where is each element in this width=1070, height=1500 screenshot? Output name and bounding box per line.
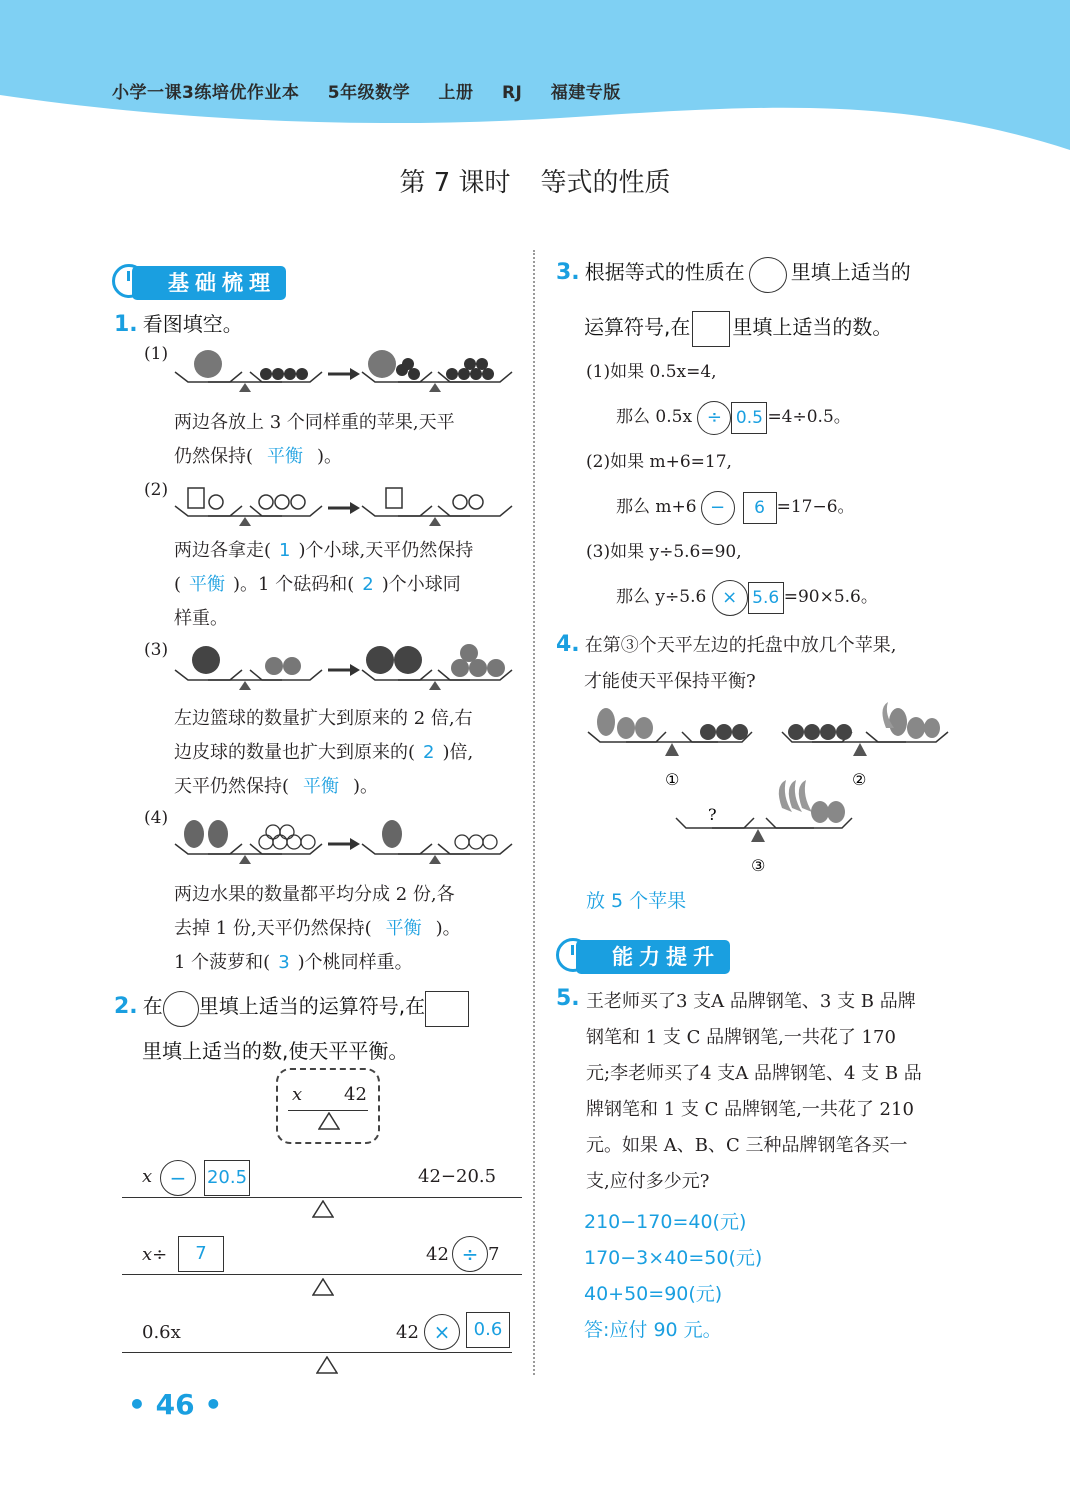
text-line: [174, 736, 473, 770]
pineapple-icon: [184, 820, 402, 848]
question-text: [586, 984, 966, 1200]
question-2-heading: [114, 988, 469, 1069]
text: 仍然保持(: [174, 446, 254, 467]
text-line: 支,应付多少元?: [586, 1171, 710, 1192]
section-title: 基础梳理: [132, 266, 286, 300]
apple-icon: [700, 724, 852, 740]
banana-icon: [779, 702, 894, 812]
text: )个小球,天平仍然保持: [298, 540, 474, 561]
operator-circle: ÷: [452, 1236, 488, 1272]
row-left: x÷: [142, 1244, 168, 1265]
operator-circle: −: [160, 1160, 196, 1196]
text: =17−6。: [776, 497, 855, 517]
fulcrum-icon: [318, 1112, 340, 1130]
text-line: 元。如果 A、B、C 三种品牌钢笔各买一: [586, 1135, 908, 1156]
beam: [122, 1352, 512, 1353]
row-left: x: [142, 1166, 153, 1187]
grade: 5年级数学: [327, 83, 411, 103]
number-box: 7: [178, 1236, 224, 1272]
text-line: [174, 534, 473, 568]
answer: 平衡: [189, 574, 226, 595]
equation-card: [276, 1068, 380, 1144]
card-right: 42: [344, 1084, 367, 1105]
balance-row-3: [122, 1312, 522, 1378]
text: =90×5.6。: [783, 587, 878, 607]
part-condition: (3)如果 y÷5.6=90,: [586, 542, 742, 562]
text-line: 钢笔和 1 支 C 品牌钢笔,一共花了 170: [586, 1027, 896, 1048]
text: 运算符号,在: [584, 314, 691, 339]
text-line: 才能使天平保持平衡?: [584, 671, 756, 692]
lesson-topic: 等式的性质: [540, 168, 671, 198]
edition: RJ: [501, 83, 523, 103]
text: 去掉 1 份,天平仍然保持(: [174, 918, 372, 939]
question-mark: ?: [708, 805, 717, 824]
part-condition: (2)如果 m+6=17,: [586, 452, 732, 472]
weight-icon: [188, 488, 204, 508]
card-left: x: [292, 1084, 303, 1105]
text: )。: [317, 446, 343, 467]
lesson-number: 第 7 课时: [399, 168, 511, 198]
text-line: [174, 440, 455, 474]
text: 里填上适当的: [790, 260, 911, 284]
blank-circle: [749, 257, 787, 293]
number-box: 6: [743, 492, 777, 524]
q1-part2-text: [174, 534, 473, 636]
section-badge-advanced: [556, 932, 756, 978]
row-left: 0.6x: [142, 1322, 181, 1343]
text: 里填上适当的运算符号,在: [198, 994, 426, 1018]
answer-line: 40+50=90(元): [584, 1283, 723, 1305]
part-label: (1): [144, 344, 169, 364]
fulcrum-icon: [312, 1278, 334, 1296]
q4-balance-illustrations: [586, 700, 956, 880]
text: (: [174, 574, 182, 595]
card-beam: [288, 1110, 368, 1111]
answer: 2: [423, 742, 435, 763]
number-box: 0.5: [731, 402, 767, 434]
text: 在: [142, 994, 163, 1018]
part-conclusion: [586, 395, 878, 440]
column-divider: [533, 250, 535, 1375]
part-label: (4): [144, 808, 169, 828]
q3-parts: [586, 350, 878, 620]
text: )。: [353, 776, 379, 797]
text-line: 两边水果的数量都平均分成 2 份,各: [174, 884, 455, 905]
balance-illustration-4: [170, 804, 515, 870]
blank-box: [692, 311, 730, 347]
balance-illustration-3: [170, 636, 515, 698]
text-line: 牌钢笔和 1 支 C 品牌钢笔,一共花了 210: [586, 1099, 914, 1120]
operator-circle: ×: [712, 580, 748, 616]
text: 在第③个天平左边的托盘中放几个苹果,: [584, 635, 897, 656]
operator-circle: ×: [424, 1314, 460, 1350]
operator-circle: ÷: [697, 401, 731, 435]
blank-circle: [163, 991, 199, 1027]
text: )个桃同样重。: [297, 952, 413, 973]
question-number: 2.: [114, 994, 138, 1019]
fulcrum-icon: [312, 1200, 334, 1218]
question-number: 1.: [114, 312, 138, 337]
answer: 平衡: [303, 776, 340, 797]
section-badge-basics: [112, 258, 312, 304]
text: 那么 y÷5.6: [616, 587, 707, 607]
number-box: 5.6: [748, 582, 784, 614]
balance-illustration-2: [170, 478, 515, 534]
text: 里填上适当的数。: [732, 314, 893, 339]
question-1-heading: [114, 308, 243, 337]
text-line: [556, 309, 911, 348]
fulcrum-icon: [316, 1356, 338, 1374]
operator-circle: −: [701, 491, 735, 525]
scale-label-1: ①: [665, 770, 680, 789]
text-line: 里填上适当的数,使天平平衡。: [142, 1038, 409, 1063]
number-box: 20.5: [204, 1160, 250, 1196]
answer: 3: [278, 952, 290, 973]
beam: [122, 1274, 522, 1275]
row-right: 42−20.5: [418, 1166, 497, 1187]
row-right: 7: [488, 1244, 500, 1265]
question-prompt: 看图填空。: [142, 312, 243, 336]
beam: [122, 1197, 522, 1198]
row-right: 42: [426, 1244, 449, 1265]
text: 天平仍然保持(: [174, 776, 290, 797]
text: =4÷0.5。: [767, 407, 851, 427]
text-line: [174, 912, 461, 946]
balance-row-2: [122, 1236, 522, 1298]
text: )。1 个砝码和(: [233, 574, 355, 595]
text-line: [114, 988, 469, 1027]
part-conclusion: [586, 485, 878, 530]
question-number: 5.: [556, 986, 580, 1011]
basketball-icon: [192, 646, 220, 674]
page-number: • 46 •: [128, 1388, 223, 1421]
watermelon-icon: [194, 350, 222, 378]
text: 根据等式的性质在: [584, 260, 745, 284]
text-line: 元;李老师买了4 支A 品牌钢笔、4 支 B 品: [586, 1063, 922, 1084]
answer: 平衡: [385, 918, 422, 939]
text-line: [556, 254, 911, 293]
question-number: 3.: [556, 260, 580, 285]
answer: 平衡: [267, 446, 304, 467]
question-number: 4.: [556, 632, 580, 657]
page-title: [0, 162, 1070, 199]
answer: 2: [362, 574, 374, 595]
text: )。: [435, 918, 461, 939]
text: )个小球同: [381, 574, 461, 595]
text: 两边各拿走(: [174, 540, 272, 561]
scale-label-2: ②: [852, 770, 867, 789]
series-name: 小学一课3练培优作业本: [112, 83, 300, 103]
text: 那么 m+6: [616, 497, 697, 517]
scale-label-3: ③: [751, 856, 766, 875]
balance-illustration-1: [170, 340, 515, 400]
text: )倍,: [442, 742, 474, 763]
part-conclusion: [586, 575, 878, 620]
blank-box: [425, 991, 469, 1027]
section-title: 能力提升: [576, 940, 730, 974]
q4-answer: 放 5 个苹果: [586, 890, 687, 912]
q5-answers: [584, 1204, 762, 1348]
text-line: 左边篮球的数量扩大到原来的 2 倍,右: [174, 708, 473, 729]
header-band: [0, 0, 1070, 150]
text: 那么 0.5x: [616, 407, 693, 427]
volume: 上册: [438, 83, 474, 103]
text-line: [174, 568, 473, 602]
text-line: [174, 946, 461, 980]
q1-part1-text: [174, 406, 455, 474]
q1-part3-text: [174, 702, 473, 804]
balance-row-1: [122, 1160, 522, 1220]
part-label: (2): [144, 480, 169, 500]
part-condition: (1)如果 0.5x=4,: [586, 362, 717, 382]
question-3-heading: [556, 254, 911, 347]
number-box: 0.6: [466, 1312, 510, 1348]
text-line: 两边各放上 3 个同样重的苹果,天平: [174, 412, 455, 433]
text: 1 个菠萝和(: [174, 952, 271, 973]
text-line: 样重。: [174, 608, 228, 629]
answer-line: 210−170=40(元): [584, 1211, 747, 1233]
part-label: (3): [144, 640, 169, 660]
answer: 1: [279, 540, 291, 561]
answer-line: 170−3×40=50(元): [584, 1247, 763, 1269]
text: 边皮球的数量也扩大到原来的(: [174, 742, 416, 763]
region: 福建专版: [550, 83, 621, 103]
header-text: [112, 78, 643, 103]
row-right: 42: [396, 1322, 419, 1343]
question-4-heading: [556, 626, 897, 699]
text-line: 王老师买了3 支A 品牌钢笔、3 支 B 品牌: [586, 991, 916, 1012]
text-line: [174, 770, 473, 804]
q1-part4-text: [174, 878, 461, 980]
answer-line: 答:应付 90 元。: [584, 1319, 722, 1341]
text-line: [556, 626, 897, 665]
